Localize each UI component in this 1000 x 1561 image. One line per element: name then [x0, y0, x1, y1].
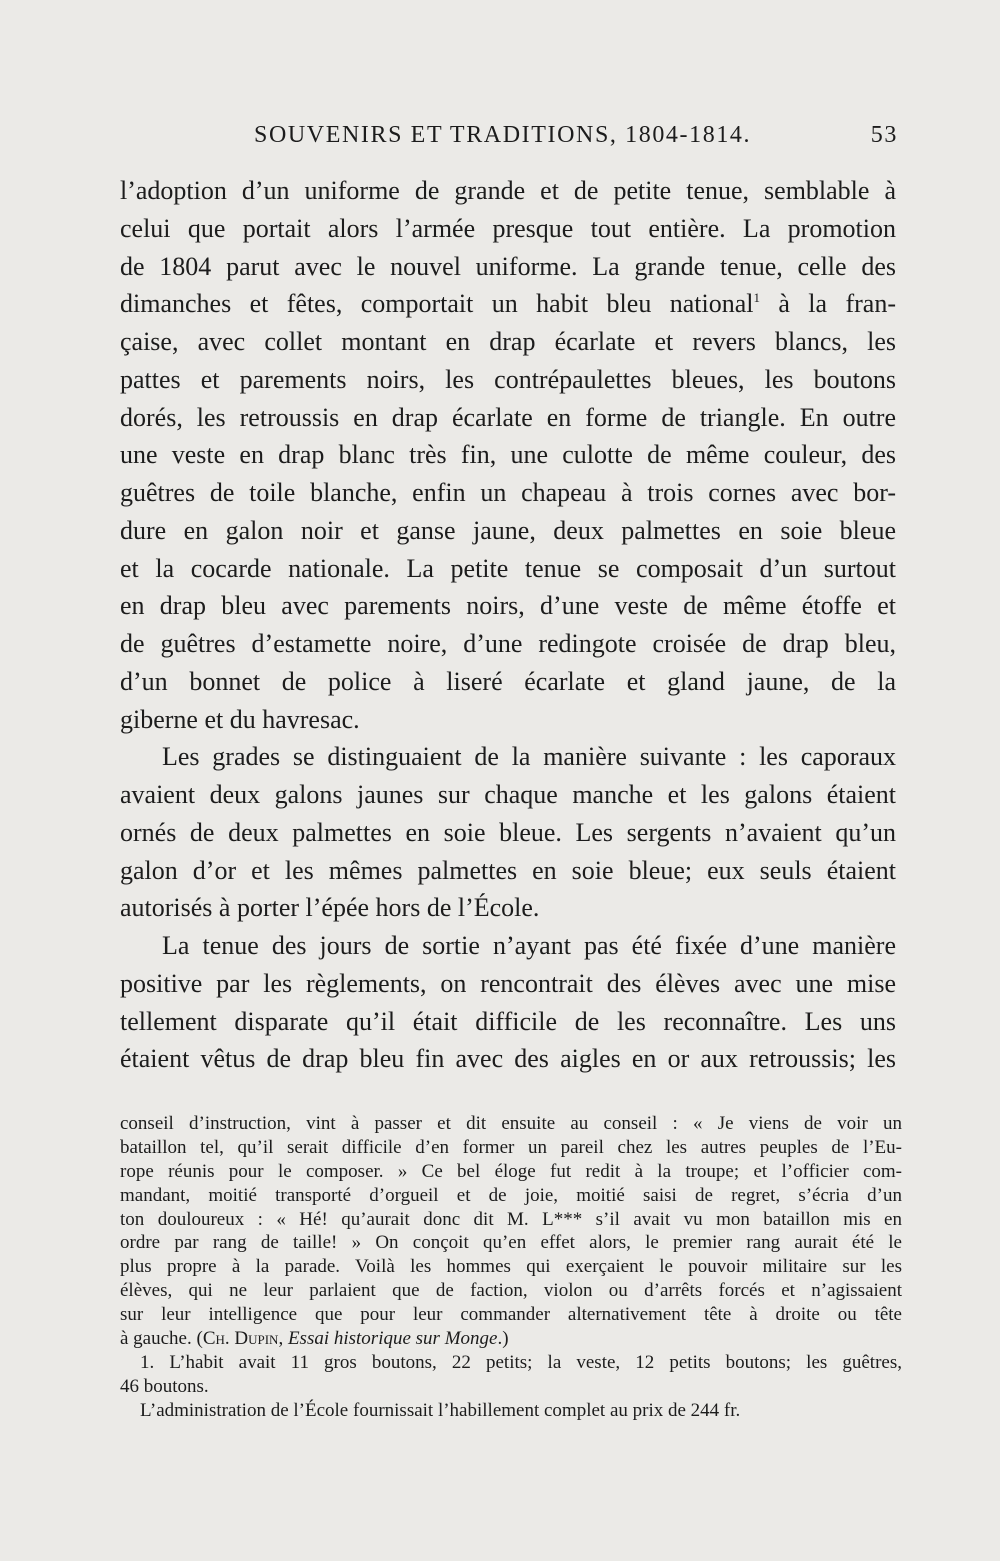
text-line: tellement disparate qu’il était difficile de les reconnaître. Les uns — [120, 1006, 896, 1036]
citation-line — [120, 1327, 902, 1351]
footnote-1-line: 46 boutons. — [120, 1375, 209, 1397]
text-line: d’un bonnet de police à liseré écarlate et gland jaune, de la — [120, 666, 896, 696]
text-line: galon d’or et les mêmes palmettes en soie bleue; eux seuls étaient — [120, 855, 896, 885]
page-header — [254, 118, 898, 152]
footnotes — [120, 1112, 902, 1423]
running-title: SOUVENIRS ET TRADITIONS, 1804-1814. — [254, 122, 752, 148]
citation-suffix: .) — [497, 1328, 509, 1350]
page-number: 53 — [870, 122, 898, 148]
citation-author: Ch. Dupin — [202, 1328, 279, 1350]
text-line: çaise, avec collet montant en drap écarlate et revers blancs, les — [120, 327, 896, 356]
text-line: avaient deux galons jaunes sur chaque manche et les galons étaient — [120, 780, 896, 809]
text-line: en drap bleu avec parements noirs, d’une veste de même étoffe et — [120, 591, 896, 621]
main-text — [120, 172, 896, 1078]
note-line: conseil d’instruction, vint à passer et dit ensuite au conseil : « Je viens de voir un — [120, 1113, 902, 1134]
text-line: giberne et du havresac. — [120, 704, 360, 734]
citation-prefix: à gauche. ( — [120, 1328, 203, 1350]
text-line-start: dimanches et fêtes, comportait un habit bleu national — [120, 289, 754, 319]
note-line: ton douloureux : « Hé! qu’aurait donc dit M. L*** s’il avait vu mon bataillon mis en — [120, 1208, 902, 1230]
text-line: dure en galon noir et ganse jaune, deux palmettes en soie bleue — [120, 515, 896, 545]
text-line: dorés, les retroussis en drap écarlate en forme de triangle. En outre — [120, 402, 896, 432]
text-line: celui que portait alors l’armée presque tout entière. La promotion — [120, 213, 896, 243]
text-line: Les grades se distinguaient de la manière suivante : les caporaux — [162, 742, 896, 772]
note-line: mandant, moitié transporté d’orgueil et de joie, moitié saisi de regret, s’écria d’un — [120, 1184, 902, 1206]
note-line: sur leur intelligence que pour leur commander alternativement tête à droite ou tête — [120, 1304, 902, 1326]
text-line: étaient vêtus de drap bleu fin avec des aigles en or aux retroussis; les — [120, 1044, 896, 1074]
note-line: ordre par rang de taille! » On conçoit qu’en effet alors, le premier rang aurait été le — [120, 1232, 902, 1254]
note-line: élèves, qui ne leur parlaient que de faction, violon ou d’arrêts forcés et n’agissaient — [120, 1280, 902, 1302]
citation-title: Essai historique sur Monge — [287, 1328, 498, 1350]
text-line-end: à la fran- — [759, 289, 896, 319]
text-line: positive par les règlements, on rencontrait des élèves avec une mise — [120, 968, 896, 998]
note-line: rope réunis pour le composer. » Ce bel éloge fut redit à la troupe; et l’officier com- — [120, 1160, 902, 1182]
footnote-marker: 1 — [753, 290, 760, 306]
text-line: une veste en drap blanc très fin, une culotte de même couleur, des — [120, 440, 896, 470]
note-line: plus propre à la parade. Voilà les hommes qui exerçaient le pouvoir militaire sur les — [120, 1256, 902, 1278]
text-line — [120, 285, 896, 323]
note-line: bataillon tel, qu’il serait difficile d’en former un pareil chez les autres peuples de l’Eu- — [120, 1136, 902, 1158]
text-line: autorisés à porter l’épée hors de l’École. — [120, 893, 540, 923]
footnote-1-line: 1. L’habit avait 11 gros boutons, 22 petits; la veste, 12 petits boutons; les guêtres, — [140, 1351, 902, 1373]
text-line: La tenue des jours de sortie n’ayant pas été fixée d’une manière — [162, 931, 896, 960]
text-line: guêtres de toile blanche, enfin un chapeau à trois cornes avec bor- — [120, 478, 896, 507]
text-line: ornés de deux palmettes en soie bleue. Les sergents n’avaient qu’un — [120, 817, 896, 847]
text-line: de guêtres d’estamette noire, d’une redingote croisée de drap bleu, — [120, 629, 896, 658]
administration-note: L’administration de l’École fournissait l’habillement complet au prix de 244 fr. — [140, 1399, 741, 1421]
text-line: de 1804 parut avec le nouvel uniforme. La grande tenue, celle des — [120, 251, 896, 281]
text-line: pattes et parements noirs, les contrépaulettes bleues, les boutons — [120, 364, 896, 394]
text-line: et la cocarde nationale. La petite tenue se composait d’un surtout — [120, 553, 896, 583]
citation-separator: , — [278, 1328, 288, 1350]
text-line: l’adoption d’un uniforme de grande et de petite tenue, semblable à — [120, 176, 896, 205]
